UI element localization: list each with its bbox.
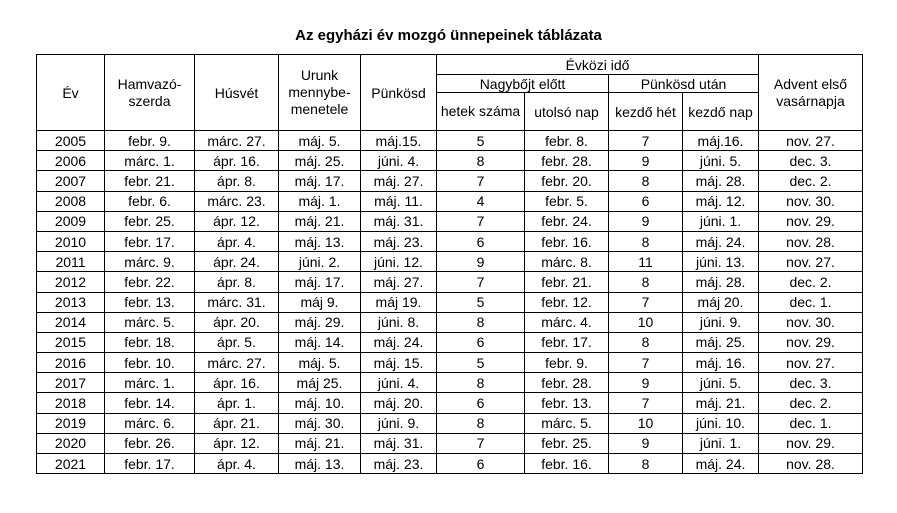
cell-start-day: máj. 24. bbox=[683, 454, 759, 474]
table-row bbox=[37, 454, 863, 474]
cell-advent: dec. 3. bbox=[759, 373, 863, 393]
table-row bbox=[37, 131, 863, 151]
cell-year: 2010 bbox=[37, 231, 105, 251]
cell-weeks-count: 7 bbox=[437, 272, 525, 292]
cell-start-day: júni. 5. bbox=[683, 151, 759, 171]
cell-ascension: máj. 5. bbox=[279, 131, 361, 151]
cell-advent: nov. 29. bbox=[759, 332, 863, 352]
cell-weeks-count: 5 bbox=[437, 292, 525, 312]
cell-ascension: máj. 21. bbox=[279, 433, 361, 453]
cell-start-day: júni. 1. bbox=[683, 211, 759, 231]
cell-start-week: 6 bbox=[609, 191, 683, 211]
header-start-day: kezdő nap bbox=[683, 93, 759, 131]
cell-start-day: máj. 28. bbox=[683, 171, 759, 191]
cell-ash-wednesday: márc. 1. bbox=[105, 151, 195, 171]
cell-pentecost: máj. 27. bbox=[361, 272, 437, 292]
cell-ascension: máj. 1. bbox=[279, 191, 361, 211]
cell-weeks-count: 7 bbox=[437, 433, 525, 453]
cell-last-day: febr. 13. bbox=[525, 393, 609, 413]
cell-start-week: 8 bbox=[609, 272, 683, 292]
table-row bbox=[37, 171, 863, 191]
cell-ash-wednesday: febr. 25. bbox=[105, 211, 195, 231]
cell-easter: márc. 27. bbox=[195, 131, 279, 151]
table-row bbox=[37, 332, 863, 352]
cell-start-week: 9 bbox=[609, 211, 683, 231]
cell-start-day: júni. 1. bbox=[683, 433, 759, 453]
cell-advent: dec. 1. bbox=[759, 413, 863, 433]
table-row bbox=[37, 151, 863, 171]
cell-weeks-count: 6 bbox=[437, 454, 525, 474]
cell-ash-wednesday: febr. 18. bbox=[105, 332, 195, 352]
cell-ascension: máj. 13. bbox=[279, 454, 361, 474]
cell-easter: márc. 23. bbox=[195, 191, 279, 211]
cell-last-day: febr. 21. bbox=[525, 272, 609, 292]
cell-pentecost: júni. 9. bbox=[361, 413, 437, 433]
cell-last-day: febr. 25. bbox=[525, 433, 609, 453]
cell-ascension: máj. 14. bbox=[279, 332, 361, 352]
cell-advent: nov. 27. bbox=[759, 353, 863, 373]
cell-pentecost: máj. 24. bbox=[361, 332, 437, 352]
cell-easter: márc. 31. bbox=[195, 292, 279, 312]
cell-easter: ápr. 21. bbox=[195, 413, 279, 433]
header-before-lent: Nagybőjt előtt bbox=[437, 75, 609, 93]
cell-ascension: máj. 13. bbox=[279, 231, 361, 251]
cell-start-week: 7 bbox=[609, 131, 683, 151]
table-row bbox=[37, 312, 863, 332]
cell-start-week: 7 bbox=[609, 353, 683, 373]
table-row bbox=[37, 373, 863, 393]
cell-weeks-count: 5 bbox=[437, 131, 525, 151]
cell-pentecost: máj. 23. bbox=[361, 454, 437, 474]
header-advent: Advent első vasárnapja bbox=[759, 55, 863, 131]
cell-pentecost: máj 19. bbox=[361, 292, 437, 312]
table-row bbox=[37, 413, 863, 433]
header-pentecost: Pünkösd bbox=[361, 55, 437, 131]
cell-last-day: febr. 16. bbox=[525, 454, 609, 474]
cell-advent: dec. 2. bbox=[759, 393, 863, 413]
cell-start-week: 10 bbox=[609, 312, 683, 332]
cell-ascension: máj. 25. bbox=[279, 151, 361, 171]
cell-start-week: 8 bbox=[609, 332, 683, 352]
cell-start-day: júni. 5. bbox=[683, 373, 759, 393]
cell-ash-wednesday: márc. 9. bbox=[105, 252, 195, 272]
cell-pentecost: máj. 23. bbox=[361, 231, 437, 251]
cell-weeks-count: 8 bbox=[437, 151, 525, 171]
cell-start-day: máj.16. bbox=[683, 131, 759, 151]
cell-advent: nov. 28. bbox=[759, 231, 863, 251]
table-row bbox=[37, 191, 863, 211]
cell-easter: ápr. 8. bbox=[195, 171, 279, 191]
header-ordinary-time: Évközi idő bbox=[437, 55, 759, 75]
cell-ascension: máj. 5. bbox=[279, 353, 361, 373]
cell-start-week: 11 bbox=[609, 252, 683, 272]
cell-weeks-count: 5 bbox=[437, 353, 525, 373]
cell-start-week: 8 bbox=[609, 171, 683, 191]
cell-advent: nov. 30. bbox=[759, 312, 863, 332]
cell-ascension: máj 9. bbox=[279, 292, 361, 312]
cell-weeks-count: 6 bbox=[437, 393, 525, 413]
cell-year: 2006 bbox=[37, 151, 105, 171]
cell-start-day: máj. 24. bbox=[683, 231, 759, 251]
cell-start-day: júni. 10. bbox=[683, 413, 759, 433]
cell-start-week: 7 bbox=[609, 393, 683, 413]
header-easter: Húsvét bbox=[195, 55, 279, 131]
cell-easter: ápr. 4. bbox=[195, 231, 279, 251]
cell-start-week: 9 bbox=[609, 433, 683, 453]
cell-last-day: febr. 12. bbox=[525, 292, 609, 312]
cell-advent: nov. 27. bbox=[759, 131, 863, 151]
cell-year: 2012 bbox=[37, 272, 105, 292]
cell-ascension: máj. 21. bbox=[279, 211, 361, 231]
table-row bbox=[37, 353, 863, 373]
cell-weeks-count: 9 bbox=[437, 252, 525, 272]
cell-start-day: máj 20. bbox=[683, 292, 759, 312]
cell-start-day: júni. 13. bbox=[683, 252, 759, 272]
header-after-pentecost: Pünkösd után bbox=[609, 75, 759, 93]
cell-last-day: febr. 8. bbox=[525, 131, 609, 151]
cell-start-day: júni. 9. bbox=[683, 312, 759, 332]
cell-year: 2013 bbox=[37, 292, 105, 312]
cell-last-day: febr. 9. bbox=[525, 353, 609, 373]
cell-pentecost: júni. 12. bbox=[361, 252, 437, 272]
cell-weeks-count: 6 bbox=[437, 231, 525, 251]
cell-last-day: febr. 28. bbox=[525, 373, 609, 393]
cell-ash-wednesday: febr. 21. bbox=[105, 171, 195, 191]
cell-pentecost: máj. 11. bbox=[361, 191, 437, 211]
cell-easter: ápr. 4. bbox=[195, 454, 279, 474]
table-row bbox=[37, 252, 863, 272]
header-weeks-count: hetek száma bbox=[437, 93, 525, 131]
cell-year: 2018 bbox=[37, 393, 105, 413]
cell-pentecost: júni. 8. bbox=[361, 312, 437, 332]
cell-year: 2019 bbox=[37, 413, 105, 433]
cell-pentecost: máj. 31. bbox=[361, 433, 437, 453]
cell-pentecost: máj. 15. bbox=[361, 353, 437, 373]
cell-advent: nov. 27. bbox=[759, 252, 863, 272]
cell-ascension: júni. 2. bbox=[279, 252, 361, 272]
cell-last-day: febr. 17. bbox=[525, 332, 609, 352]
cell-year: 2008 bbox=[37, 191, 105, 211]
cell-last-day: márc. 8. bbox=[525, 252, 609, 272]
cell-weeks-count: 8 bbox=[437, 373, 525, 393]
cell-year: 2014 bbox=[37, 312, 105, 332]
cell-ascension: máj. 30. bbox=[279, 413, 361, 433]
cell-ash-wednesday: febr. 10. bbox=[105, 353, 195, 373]
cell-weeks-count: 7 bbox=[437, 211, 525, 231]
cell-easter: ápr. 16. bbox=[195, 151, 279, 171]
cell-easter: ápr. 24. bbox=[195, 252, 279, 272]
cell-last-day: febr. 5. bbox=[525, 191, 609, 211]
table-row bbox=[37, 393, 863, 413]
table-row bbox=[37, 292, 863, 312]
cell-year: 2021 bbox=[37, 454, 105, 474]
cell-last-day: febr. 24. bbox=[525, 211, 609, 231]
cell-year: 2016 bbox=[37, 353, 105, 373]
cell-year: 2020 bbox=[37, 433, 105, 453]
header-ascension: Urunk mennybe-menetele bbox=[279, 55, 361, 131]
cell-advent: dec. 1. bbox=[759, 292, 863, 312]
header-last-day: utolsó nap bbox=[525, 93, 609, 131]
cell-easter: ápr. 16. bbox=[195, 373, 279, 393]
cell-ascension: máj. 17. bbox=[279, 171, 361, 191]
cell-pentecost: máj. 27. bbox=[361, 171, 437, 191]
cell-ash-wednesday: febr. 26. bbox=[105, 433, 195, 453]
cell-pentecost: máj.15. bbox=[361, 131, 437, 151]
cell-start-week: 9 bbox=[609, 373, 683, 393]
cell-start-day: máj. 28. bbox=[683, 272, 759, 292]
cell-easter: ápr. 20. bbox=[195, 312, 279, 332]
cell-start-week: 10 bbox=[609, 413, 683, 433]
cell-ash-wednesday: febr. 22. bbox=[105, 272, 195, 292]
cell-weeks-count: 7 bbox=[437, 171, 525, 191]
cell-ascension: máj 25. bbox=[279, 373, 361, 393]
cell-ascension: máj. 17. bbox=[279, 272, 361, 292]
cell-year: 2009 bbox=[37, 211, 105, 231]
cell-pentecost: máj. 20. bbox=[361, 393, 437, 413]
cell-start-day: máj. 16. bbox=[683, 353, 759, 373]
cell-easter: ápr. 5. bbox=[195, 332, 279, 352]
header-year: Év bbox=[37, 55, 105, 131]
cell-ash-wednesday: febr. 17. bbox=[105, 231, 195, 251]
cell-start-week: 9 bbox=[609, 151, 683, 171]
table-row bbox=[37, 211, 863, 231]
cell-year: 2007 bbox=[37, 171, 105, 191]
cell-advent: nov. 29. bbox=[759, 433, 863, 453]
header-start-week: kezdő hét bbox=[609, 93, 683, 131]
page-title: Az egyházi év mozgó ünnepeinek táblázata bbox=[295, 27, 602, 44]
cell-start-day: máj. 25. bbox=[683, 332, 759, 352]
cell-year: 2005 bbox=[37, 131, 105, 151]
cell-ash-wednesday: febr. 17. bbox=[105, 454, 195, 474]
cell-pentecost: máj. 31. bbox=[361, 211, 437, 231]
table-row bbox=[37, 272, 863, 292]
cell-year: 2011 bbox=[37, 252, 105, 272]
cell-advent: dec. 2. bbox=[759, 272, 863, 292]
cell-pentecost: júni. 4. bbox=[361, 151, 437, 171]
cell-last-day: febr. 28. bbox=[525, 151, 609, 171]
cell-last-day: márc. 4. bbox=[525, 312, 609, 332]
cell-easter: ápr. 8. bbox=[195, 272, 279, 292]
cell-ash-wednesday: febr. 14. bbox=[105, 393, 195, 413]
cell-ash-wednesday: febr. 9. bbox=[105, 131, 195, 151]
moveable-feasts-table bbox=[36, 54, 863, 474]
cell-easter: ápr. 1. bbox=[195, 393, 279, 413]
cell-ash-wednesday: febr. 13. bbox=[105, 292, 195, 312]
cell-easter: ápr. 12. bbox=[195, 433, 279, 453]
cell-year: 2015 bbox=[37, 332, 105, 352]
cell-ash-wednesday: márc. 5. bbox=[105, 312, 195, 332]
cell-easter: ápr. 12. bbox=[195, 211, 279, 231]
cell-advent: dec. 2. bbox=[759, 171, 863, 191]
cell-last-day: márc. 5. bbox=[525, 413, 609, 433]
table-row bbox=[37, 231, 863, 251]
cell-last-day: febr. 16. bbox=[525, 231, 609, 251]
cell-pentecost: júni. 4. bbox=[361, 373, 437, 393]
cell-start-week: 8 bbox=[609, 231, 683, 251]
cell-ascension: máj. 10. bbox=[279, 393, 361, 413]
cell-ash-wednesday: febr. 6. bbox=[105, 191, 195, 211]
table-body bbox=[37, 131, 863, 474]
cell-weeks-count: 4 bbox=[437, 191, 525, 211]
cell-easter: márc. 27. bbox=[195, 353, 279, 373]
cell-start-day: máj. 12. bbox=[683, 191, 759, 211]
cell-ash-wednesday: márc. 6. bbox=[105, 413, 195, 433]
cell-ascension: máj. 29. bbox=[279, 312, 361, 332]
cell-advent: dec. 3. bbox=[759, 151, 863, 171]
table-row bbox=[37, 433, 863, 453]
cell-weeks-count: 8 bbox=[437, 312, 525, 332]
cell-advent: nov. 29. bbox=[759, 211, 863, 231]
cell-year: 2017 bbox=[37, 373, 105, 393]
cell-ash-wednesday: márc. 1. bbox=[105, 373, 195, 393]
cell-last-day: febr. 20. bbox=[525, 171, 609, 191]
cell-weeks-count: 6 bbox=[437, 332, 525, 352]
header-ash-wednesday: Hamvazó-szerda bbox=[105, 55, 195, 131]
cell-advent: nov. 30. bbox=[759, 191, 863, 211]
cell-start-day: máj. 21. bbox=[683, 393, 759, 413]
cell-advent: nov. 28. bbox=[759, 454, 863, 474]
cell-start-week: 7 bbox=[609, 292, 683, 312]
cell-start-week: 8 bbox=[609, 454, 683, 474]
cell-weeks-count: 8 bbox=[437, 413, 525, 433]
